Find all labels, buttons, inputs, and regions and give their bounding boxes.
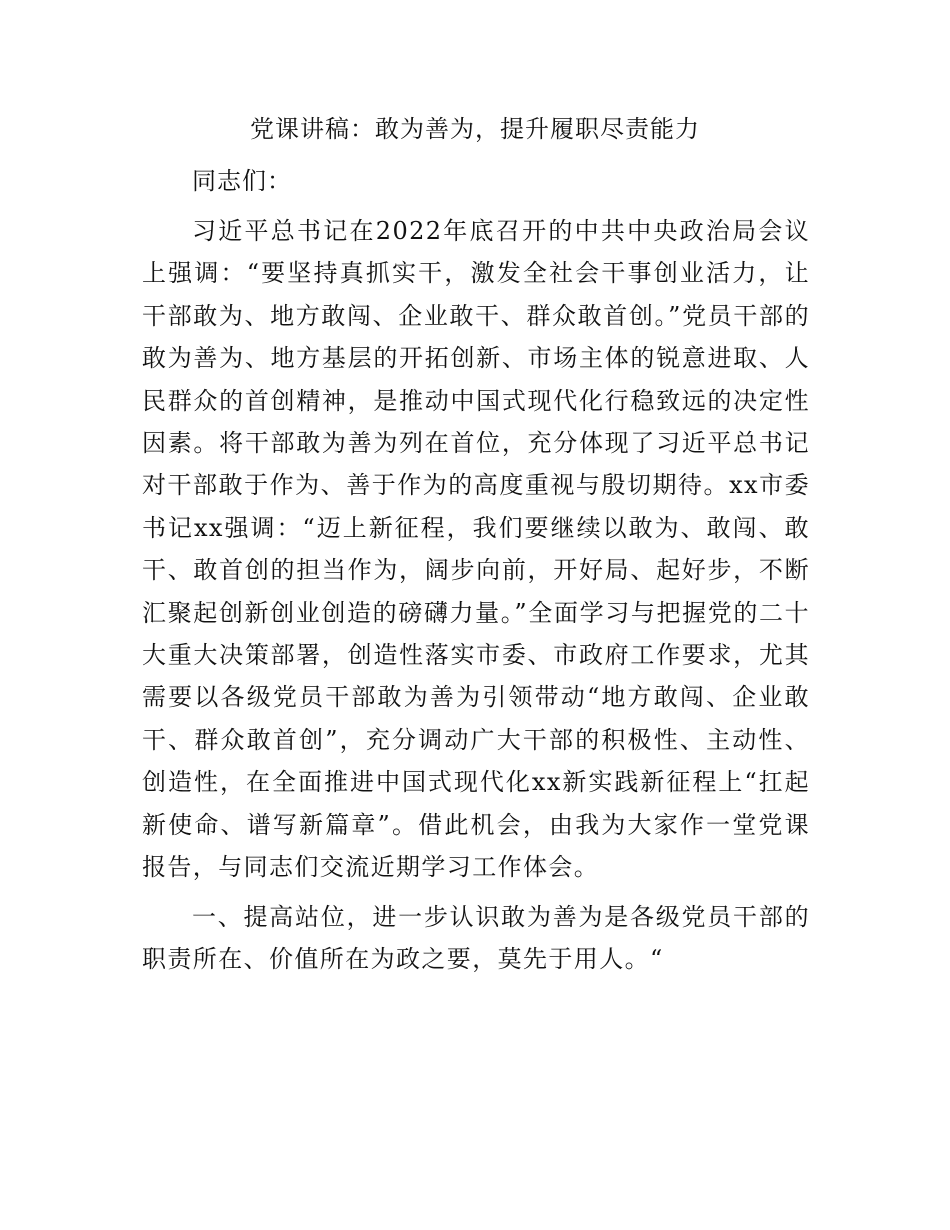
document-title: 党课讲稿：敢为善为，提升履职尽责能力	[250, 115, 700, 143]
salutation: 同志们：	[192, 167, 292, 195]
section-heading-paragraph: 一、提高站位，进一步认识敢为善为是各级党员干部的职责所在、价值所在为政之要，莫先于用人。“	[142, 903, 810, 974]
body-paragraph: 习近平总书记在2022年底召开的中共中央政治局会议上强调：“要坚持真抓实干，激发全社会干事创业活力，让干部敢为、地方敢闯、企业敢干、群众敢首创。”党员干部的敢为善为、地方基层的开拓创新、市场主体的锐意进取、人民群众的首创精神，是推动中国式现代化行稳致远的决定性因素。将干部敢为善为列在首位，充分体现了习近平总书记对干部敢于作为、善于作为的高度重视与殷切期待。xx市委书记xx强调：“迈上新征程，我们要继续以敢为、敢闯、敢干、敢首创的担当作为，阔步向前，开好局、起好步，不断汇聚起创新创业创造的磅礴力量。”全面学习与把握党的二十大重大决策部署，创造性落实市委、市政府工作要求，尤其需要以各级党员干部敢为善为引领带动“地方敢闯、企业敢干、群众敢首创”，充分调动广大干部的积极性、主动性、创造性，在全面推进中国式现代化xx新实践新征程上“扛起新使命、谱写新篇章”。借此机会，由我为大家作一堂党课报告，与同志们交流近期学习工作体会。	[142, 217, 810, 882]
